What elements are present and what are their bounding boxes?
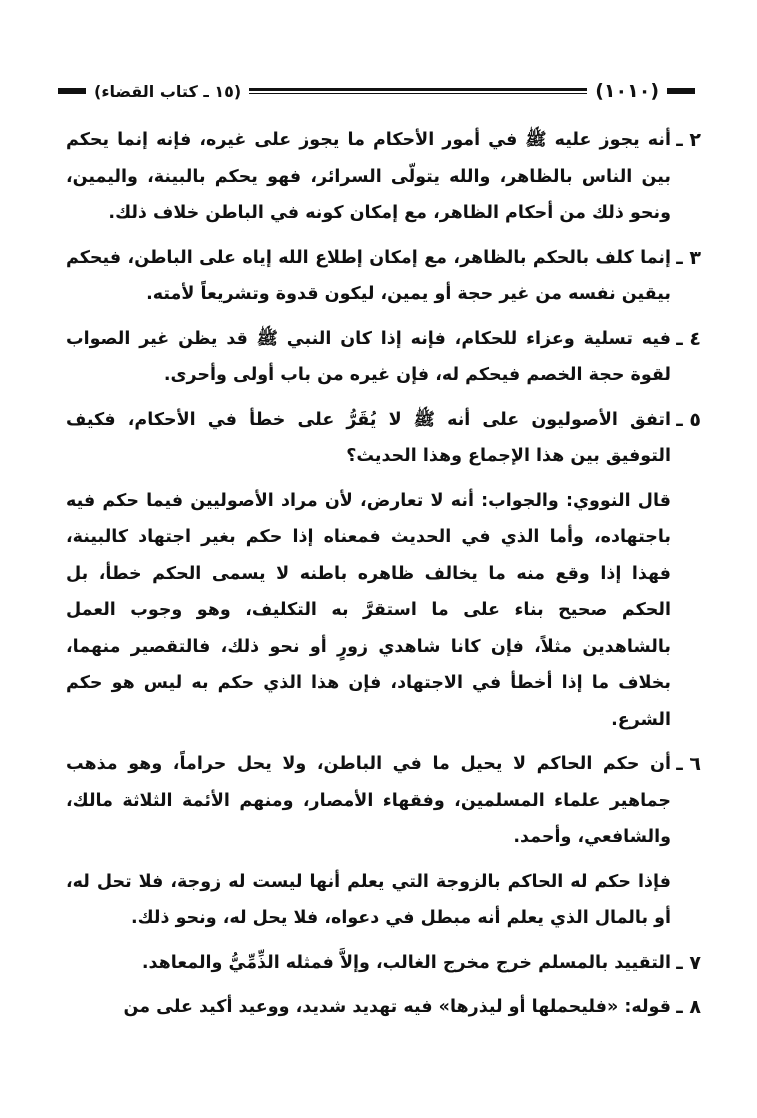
item-number: ٤ ـ xyxy=(676,327,701,350)
list-item xyxy=(66,122,701,232)
item-text: فيه تسلية وعزاء للحكام، فإنه إذا كان النبي ﷺ قد يظن غير الصواب لقوة حجة الخصم فيحكم له، فإن غيره من باب أولى وأحرى. xyxy=(66,328,671,385)
item-number: ٢ ـ xyxy=(676,129,701,151)
note-text: فإذا حكم له الحاكم بالزوجة التي يعلم أنها ليست له زوجة، فلا تحل له، أو بالمال الذي يعلم أنه مبطل في دعواه، فلا يحل له، ونحو ذلك. xyxy=(66,871,671,928)
list-item xyxy=(66,402,701,475)
header-ornament xyxy=(58,88,86,94)
list-item xyxy=(66,945,701,982)
list-item xyxy=(66,240,701,313)
page-header xyxy=(58,78,695,104)
page-number: (١٠١٠) xyxy=(595,80,659,102)
body-text xyxy=(66,122,701,1034)
note-text: قال النووي: والجواب: أنه لا تعارض، لأن مراد الأصوليين فيما حكم فيه باجتهاده، وأما الذي في الحديث فمعناه إذا حكم بغير اجتهاد كالبينة، فهذا إذا وقع منه ما يخالف ظاهره باطنه لا يسمى الحكم خطأ، بل الحكم صحيح بناء على ما استقرَّ به التكليف، وهو وجوب العمل بالشاهدين مثلاً، فإن كانا شاهدي زورٍ أو نحو ذلك، فالتقصير منهما، بخلاف ما إذا أخطأ في الاجتهاد، فإن هذا الذي حكم به ليس هو حكم الشرع. xyxy=(66,490,671,730)
item-number: ٥ ـ xyxy=(676,408,701,431)
item-number: ٣ ـ xyxy=(676,246,701,269)
list-item xyxy=(66,321,701,394)
item-text: إنما كلف بالحكم بالظاهر، مع إمكان إطلاع الله إياه على الباطن، فيحكم بيقين نفسه من غير حجة أو يمين، ليكون قدوة وتشريعاً لأمته. xyxy=(66,247,671,304)
commentary-paragraph xyxy=(66,483,671,739)
list-item xyxy=(66,989,701,1026)
item-number: ٧ ـ xyxy=(676,951,701,974)
item-text: أنه يجوز عليه ﷺ في أمور الأحكام ما يجوز على غيره، فإنه إنما يحكم بين الناس بالظاهر، والله يتولّى السرائر، فهو يحكم بالبينة، واليمين، ونحو ذلك من أحكام الظاهر، مع إمكان كونه في الباطن خلاف ذلك. xyxy=(66,130,671,223)
item-text: اتفق الأصوليون على أنه ﷺ لا يُقَرُّ على خطأ في الأحكام، فكيف التوفيق بين هذا الإجماع وهذا الحديث؟ xyxy=(66,409,671,466)
item-text: قوله: «فليحملها أو ليذرها» فيه تهديد شديد، ووعيد أكيد على من xyxy=(123,997,671,1017)
item-number: ٦ ـ xyxy=(676,753,701,775)
item-text: أن حكم الحاكم لا يحيل ما في الباطن، ولا يحل حراماً، وهو مذهب جماهير علماء المسلمين، وفقهاء الأمصار، ومنهم الأئمة الثلاثة مالك، والشافعي، وأحمد. xyxy=(66,754,671,847)
item-number: ٨ ـ xyxy=(676,996,701,1018)
header-ornament xyxy=(667,88,695,94)
chapter-title: (١٥ ـ كتاب القضاء) xyxy=(94,81,242,101)
header-rule xyxy=(249,88,587,94)
list-item xyxy=(66,746,701,856)
item-text: التقييد بالمسلم خرج مخرج الغالب، وإلاَّ فمثله الذِّمِّيُّ والمعاهد. xyxy=(141,952,671,973)
commentary-paragraph xyxy=(66,864,671,937)
